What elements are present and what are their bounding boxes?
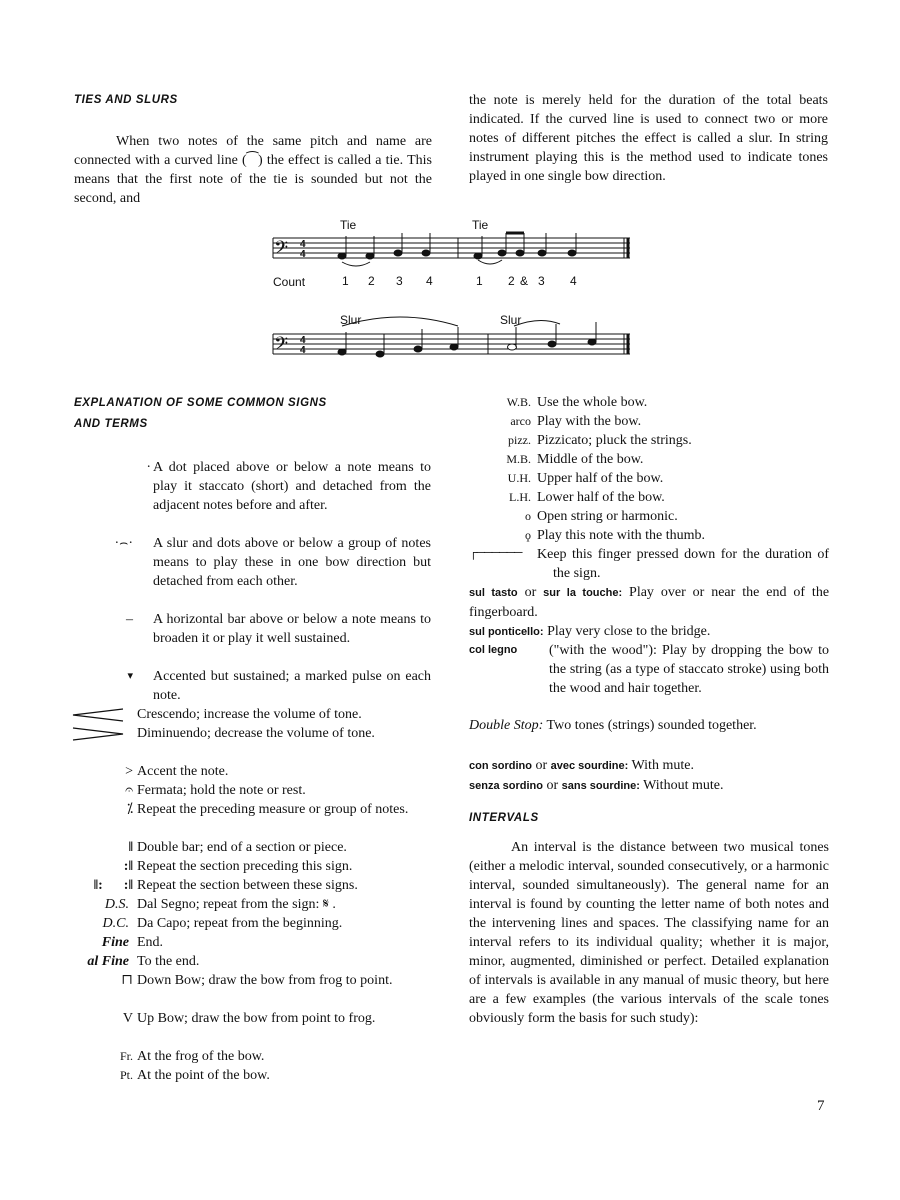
thumb-position-icon: ϙ <box>525 528 531 542</box>
list-item: · A dot placed above or below a note means to play it staccato (short) and detached from the adjacent notes before and after. <box>146 460 431 513</box>
double-bar-icon: ‖ <box>128 840 133 855</box>
list-item: al Fine To the end. <box>87 954 200 969</box>
term-double-stop: Double Stop: Two tones (strings) sounded together. <box>469 718 757 733</box>
tie-music-example <box>270 216 640 296</box>
list-item: o Open string or harmonic. <box>525 509 678 524</box>
term-con-sordino: con sordino or avec sourdine: With mute. <box>469 758 694 773</box>
tie-label-1: Tie <box>340 218 357 232</box>
svg-text:4: 4 <box>300 335 306 346</box>
signs-list-right <box>469 393 829 583</box>
count-number: & <box>520 274 529 288</box>
ties-paragraph-right: the note is merely held for the duration of the total beats indicated. If the curved line is used to connect two or more notes of different pitches the effect is called a slur. In string instrument playing this is the method used to indicate tones played in one single bow direction. <box>469 93 828 184</box>
list-item: ⊓ Down Bow; draw the bow from frog to point. <box>121 973 393 988</box>
list-item: Fine End. <box>101 935 164 950</box>
list-item: ‖ Double bar; end of a section or piece. <box>128 840 347 855</box>
open-string-icon: o <box>525 509 531 523</box>
list-item: W.B. Use the whole bow. <box>506 395 648 410</box>
term-sul-tasto: sul tasto or sur la touche: Play over or near the end of the fingerboard. <box>469 585 830 620</box>
list-item: D.C. Da Capo; repeat from the beginning. <box>102 916 343 931</box>
count-label: Count <box>273 275 306 289</box>
count-number: 4 <box>426 274 433 288</box>
list-item: > Accent the note. <box>125 764 229 779</box>
ties-heading: TIES AND SLURS <box>74 94 178 106</box>
list-item: arco Play with the bow. <box>510 414 642 429</box>
page-number: 7 <box>817 1098 825 1114</box>
svg-text:4: 4 <box>300 239 306 250</box>
term-senza-sordino: senza sordino or sans sourdine: Without mute. <box>469 778 724 793</box>
list-item: Diminuendo; decrease the volume of tone. <box>137 724 431 762</box>
list-item: ┌────── Keep this finger pressed down for the duration of the sign. <box>469 545 829 581</box>
tie-label-2: Tie <box>472 218 489 232</box>
list-item: ϙ Play this note with the thumb. <box>525 528 705 543</box>
signs-heading-line1: EXPLANATION OF SOME COMMON SIGNS <box>74 397 327 409</box>
list-item: ▾ Accented but sustained; a marked pulse on each note. <box>127 669 431 703</box>
accent-symbol: > <box>125 764 133 779</box>
down-bow-icon: ⊓ <box>121 973 133 988</box>
al-fine-term: al Fine <box>87 954 129 969</box>
da-capo-term: D.C. <box>102 916 129 931</box>
count-number: 3 <box>396 274 403 288</box>
list-item: ‖: :‖ Repeat the section between these signs. <box>93 878 358 893</box>
count-number: 4 <box>570 274 577 288</box>
list-item: U.H. Upper half of the bow. <box>507 471 664 486</box>
list-item: ·⌢· A slur and dots above or below a group of notes means to play these in one bow direction but detached from each other. <box>114 536 431 589</box>
term-col-legno: col legno ("with the wood"): Play by dropping the bow to the string (as a type of staccato stroke) using both the wood and hair together. <box>469 643 829 696</box>
list-item: pizz. Pizzicato; pluck the strings. <box>508 433 692 448</box>
list-item: Pt. At the point of the bow. <box>119 1068 270 1083</box>
svg-text:4: 4 <box>300 249 306 260</box>
list-item: L.H. Lower half of the bow. <box>509 490 665 505</box>
staccato-symbol: · <box>146 460 151 475</box>
list-item: M.B. Middle of the bow. <box>506 452 644 467</box>
list-item: ⁒ Repeat the preceding measure or group of notes. <box>126 802 409 817</box>
list-item: D.S. Dal Segno; repeat from the sign: 𝄋 . <box>104 897 336 912</box>
list-item: :‖ Repeat the section preceding this sign. <box>123 859 353 874</box>
repeat-between-icon: ‖: :‖ <box>93 878 133 893</box>
ties-paragraph-left: When two notes of the same pitch and name are connected with a curved line (⁀) the effect is called a tie. This means that the first note of the tie is sounded but not the second, and <box>74 134 432 206</box>
list-item: Crescendo; increase the volume of tone. <box>137 705 431 724</box>
measure-repeat-icon: ⁒ <box>126 802 133 817</box>
fine-term: Fine <box>101 935 129 950</box>
repeat-end-icon: :‖ <box>123 859 133 874</box>
point-term: Pt. <box>119 1068 133 1082</box>
frog-term: Fr. <box>119 1049 133 1063</box>
diminuendo-icon <box>71 726 125 742</box>
slur-music-example <box>270 310 640 370</box>
slur-label-2: Slur <box>500 313 522 327</box>
fermata-icon: 𝄐 <box>125 783 133 798</box>
signs-heading-line2: AND TERMS <box>74 418 148 430</box>
list-item: – A horizontal bar above or below a note means to broaden it or play it well sustained. <box>126 612 431 646</box>
up-bow-icon: V <box>122 1011 133 1026</box>
svg-text:4: 4 <box>300 345 306 356</box>
count-number: 3 <box>538 274 545 288</box>
bass-clef-icon: 𝄢 <box>274 237 289 262</box>
count-number: 2 <box>368 274 375 288</box>
count-number: 2 <box>508 274 515 288</box>
term-sul-ponticello: sul ponticello: Play very close to the bridge. <box>469 624 711 639</box>
dal-segno-term: D.S. <box>104 897 129 912</box>
tenuto-symbol: – <box>126 612 133 627</box>
slur-dots-symbol: ·⌢· <box>114 536 133 551</box>
list-item: Fr. At the frog of the bow. <box>119 1049 265 1064</box>
hold-finger-icon: ┌────── <box>469 545 522 559</box>
intervals-heading: INTERVALS <box>469 812 539 824</box>
crescendo-icon <box>71 707 125 723</box>
bass-clef-icon: 𝄢 <box>274 333 289 358</box>
intervals-paragraph: An interval is the distance between two musical tones (either a melodic interval, sounded consecutively, or a harmonic interval, sounded simultaneously). The general name for an interval is found by counting the letter name of both notes and the intervening lines and spaces. The classifying name for an interval refers to its individual quality; whether it is major, minor, augmented, diminished or perfect. Detailed explanation of intervals is available in any manual of music theory, but here are a few examples (the various intervals of the scale tones obviously form the basis for such study): <box>469 840 829 1026</box>
accent-sustained-symbol: ▾ <box>127 670 133 682</box>
count-number: 1 <box>476 274 483 288</box>
list-item: V Up Bow; draw the bow from point to frog. <box>122 1011 376 1026</box>
list-item: 𝄐 Fermata; hold the note or rest. <box>125 783 306 798</box>
slur-label-1: Slur <box>340 313 362 327</box>
count-number: 1 <box>342 274 349 288</box>
signs-list-left <box>87 458 431 1085</box>
